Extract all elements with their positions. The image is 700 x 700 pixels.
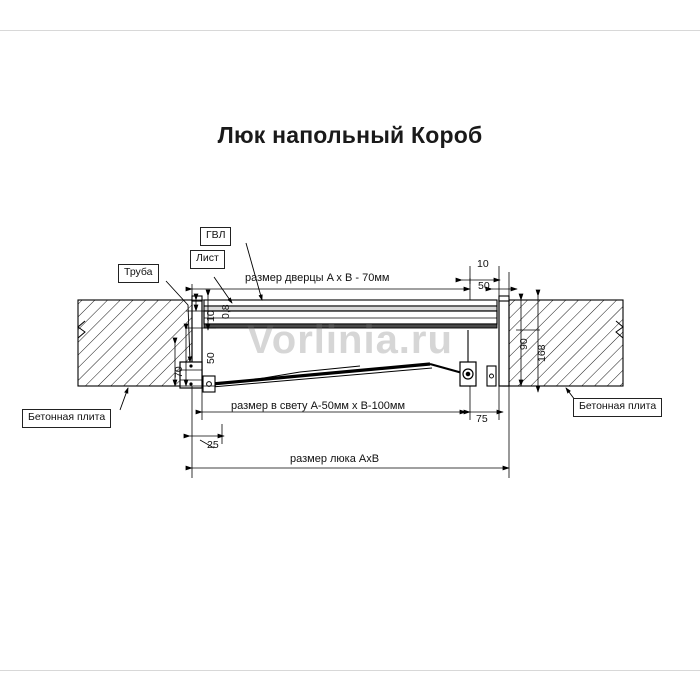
callout-concrete-slab-left: Бетонная плита [22, 409, 111, 428]
callout-gvl: ГВЛ [200, 227, 231, 246]
dimension-168-right: 168 [536, 344, 548, 362]
dimension-75-bottom: 75 [476, 413, 488, 425]
door-leaf [204, 300, 497, 328]
gas-strut-mechanism [203, 330, 496, 392]
dimension-70-left: 70 [173, 366, 185, 378]
callout-pipe: Труба [118, 264, 159, 283]
page-title: Люк напольный Короб [217, 122, 483, 148]
dimension-clear-size: размер в свету A-50мм x B-100мм [231, 400, 406, 412]
dimension-50-left: 50 [205, 352, 217, 364]
watermark: Vorlinia.ru [247, 318, 453, 362]
dimension-90-right: 90 [518, 338, 530, 350]
callout-sheet: Лист [190, 250, 225, 269]
dimension-10-left: 10 [205, 310, 217, 322]
dimension-10-top-right: 10 [477, 258, 489, 270]
dimension-50-top-right: 50 [478, 280, 490, 292]
dimension-25-bottom: 25 [207, 439, 219, 451]
dimension-door-size: размер дверцы A x B - 70мм [245, 272, 390, 284]
dimension-hatch-size: размер люка AxB [290, 453, 380, 465]
callout-concrete-slab-right: Бетонная плита [573, 398, 662, 417]
dimension-08-left: 0,8 [220, 304, 232, 319]
